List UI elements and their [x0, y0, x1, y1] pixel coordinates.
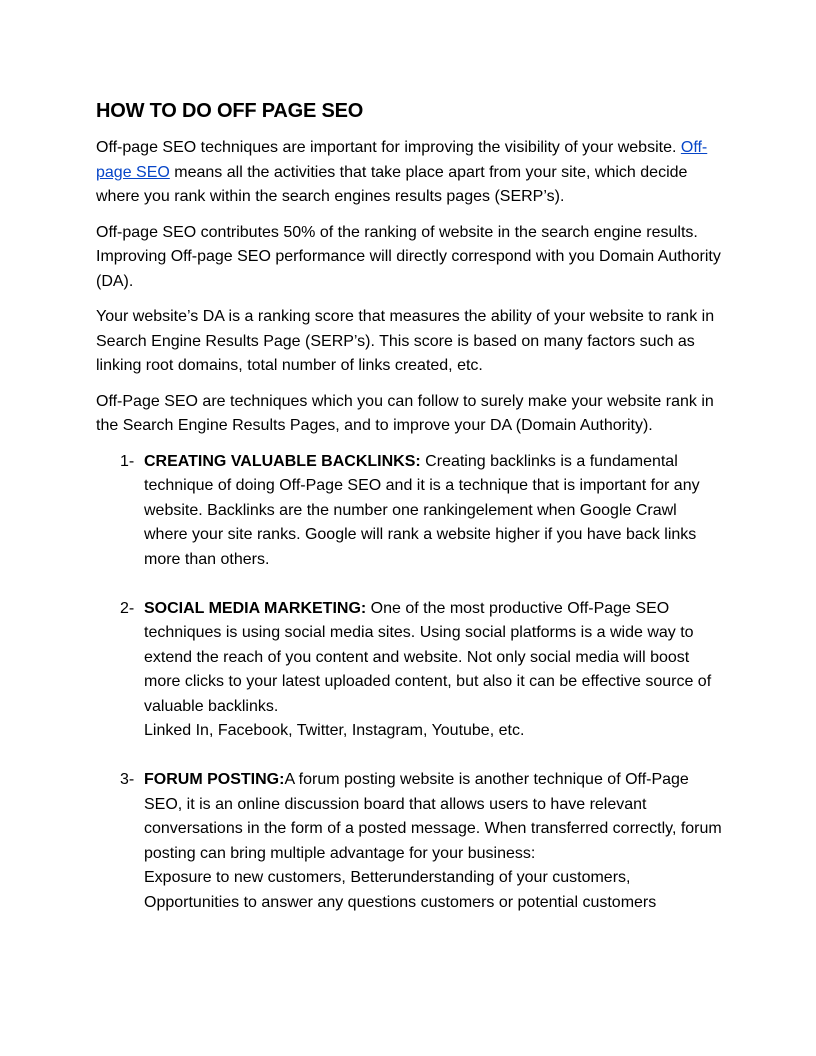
- page-title: HOW TO DO OFF PAGE SEO: [96, 100, 364, 122]
- list-item-number: 2-: [120, 599, 135, 617]
- list-item-heading: FORUM POSTING:: [144, 771, 285, 788]
- list-item-platforms: Linked In, Facebook, Twitter, Instagram, Youtube, etc.: [144, 722, 525, 739]
- paragraph-domain-authority: Your website’s DA is a ranking score that measures the ability of your website to rank in Search Engine Results Page (SERP’s). This score is based on many factors such as linking root domains, total number of links created, etc.: [96, 308, 715, 374]
- list-item: [96, 768, 722, 915]
- list-item: [96, 597, 722, 744]
- off-page-seo-link[interactable]: Off-page SEO: [96, 139, 708, 181]
- list-item-heading: SOCIAL MEDIA MARKETING:: [144, 599, 367, 617]
- techniques-list: [96, 450, 722, 916]
- list-item-number: 3-: [120, 771, 135, 788]
- document-body: [96, 98, 722, 940]
- intro-text-end: means all the activities that take place apart from your site, which decide where you rank within the search engines results pages (SERP’s).: [96, 163, 688, 205]
- list-item-number: 1-: [120, 452, 135, 470]
- paragraph-contribution: Off-page SEO contributes 50% of the ranking of website in the search engine results. Improving Off-page SEO performance will directly correspond with you Domain Authority (DA).: [96, 223, 721, 290]
- list-item-text: One of the most productive Off-Page SEO techniques is using social media sites. Using social platforms is a wide way to extend the reach of you content and website. Not only social media will boost more clicks to your latest uploaded content, but also it can be effective source of valuable backlinks.: [144, 599, 712, 715]
- list-item: [96, 450, 722, 573]
- list-item-heading: CREATING VALUABLE BACKLINKS:: [144, 452, 421, 470]
- paragraph-techniques: Off-Page SEO are techniques which you can follow to surely make your website rank in the Search Engine Results Pages, and to improve your DA (Domain Authority).: [96, 392, 714, 434]
- list-item-text: Creating backlinks is a fundamental technique of doing Off-Page SEO and it is a technique that is important for any website. Backlinks are the number one rankingelement when Google Crawl where your site ranks. Google will rank a website higher if you have back links more than others.: [144, 452, 700, 568]
- intro-paragraph: [96, 136, 722, 210]
- intro-text-start: Off-page SEO techniques are important for improving the visibility of your website.: [96, 139, 681, 156]
- list-item-text: A forum posting website is another technique of Off-Page SEO, it is an online discussion board that allows users to have relevant conversations in the form of a posted message. When transferred correctly, forum posting can bring multiple advantage for your business:: [144, 771, 722, 862]
- list-item-benefits: Exposure to new customers, Betterunderstanding of your customers, Opportunities to answer any questions customers or potential customers: [144, 869, 657, 911]
